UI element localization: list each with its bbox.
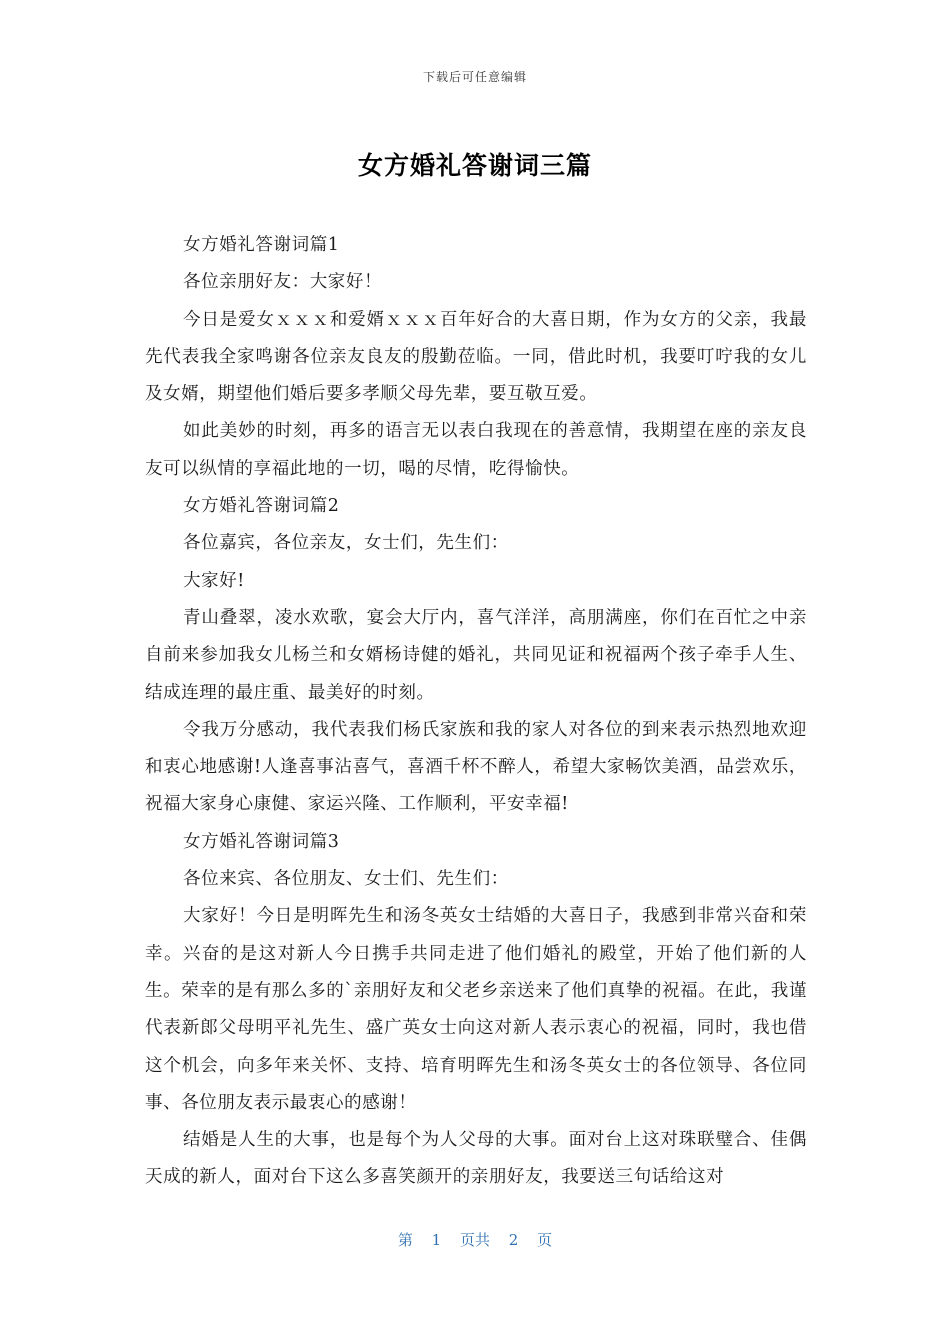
footer-current-page: 1	[431, 1231, 442, 1249]
paragraph-salutation-3: 各位来宾、各位朋友、女士们、先生们：	[183, 869, 509, 890]
paragraph: 大家好！今日是明晖先生和汤冬英女士结婚的大喜日子，我感到非常兴奋和荣幸。兴奋的是这对新人今日携手共同走进了他们婚礼的殿堂，开始了他们新的人生。荣幸的是有那么多的`亲朋好友和父老乡亲送来了他们真挚的祝福。在此，我谨代表新郎父母明平礼先生、盛广英女士向这对新人表示衷心的祝福，同时，我也借这个机会，向多年来关怀、支持、培育明晖先生和汤冬英女士的各位领导、各位同事、各位朋友表示最衷心的感谢！	[145, 906, 807, 1113]
footer-prefix: 第	[397, 1231, 413, 1249]
paragraph-greeting-1: 各位亲朋好友：大家好！	[183, 272, 383, 293]
paragraph-greeting-2: 大家好!	[183, 570, 245, 591]
paragraph: 青山叠翠，凌水欢歌，宴会大厅内，喜气洋洋，高朋满座，你们在百忙之中亲自前来参加我女儿杨兰和女婿杨诗健的婚礼，共同见证和祝福两个孩子牵手人生、结成连理的最庄重、最美好的时刻。	[145, 607, 807, 703]
paragraph: 如此美妙的时刻，再多的语言无以表白我现在的善意情，我期望在座的亲友良友可以纵情的享福此地的一切，喝的尽情，吃得愉快。	[145, 421, 807, 479]
footer-total-pages: 2	[508, 1231, 519, 1249]
paragraph: 结婚是人生的大事，也是每个为人父母的大事。面对台上这对珠联璧合、佳偶天成的新人，面对台下这么多喜笑颜开的亲朋好友，我要送三句话给这对	[145, 1130, 807, 1188]
section-heading-3: 女方婚礼答谢词篇3	[183, 831, 340, 852]
paragraph: 令我万分感动，我代表我们杨氏家族和我的家人对各位的到来表示热烈地欢迎和衷心地感谢!人逢喜事沾喜气，喜酒千杯不醉人，希望大家畅饮美酒，品尝欢乐，祝福大家身心康健、家运兴隆、工作顺利，平安幸福!	[145, 719, 807, 815]
footer-suffix: 页	[537, 1231, 553, 1249]
document-title: 女方婚礼答谢词三篇	[357, 151, 592, 180]
header-note: 下载后可任意编辑	[422, 70, 527, 84]
paragraph-salutation-2: 各位嘉宾，各位亲友，女士们，先生们：	[183, 533, 509, 554]
section-heading-2: 女方婚礼答谢词篇2	[183, 496, 340, 517]
page-footer	[0, 1229, 950, 1250]
document-body	[145, 227, 807, 1197]
footer-middle: 页共	[459, 1231, 490, 1249]
paragraph: 今日是爱女ｘｘｘ和爱婿ｘｘｘ百年好合的大喜日期，作为女方的父亲，我最先代表我全家鸣谢各位亲友良友的殷勤莅临。一同，借此时机，我要叮咛我的女儿及女婿，期望他们婚后要多孝顺父母先辈，要互敬互爱。	[145, 309, 807, 405]
section-heading-1: 女方婚礼答谢词篇1	[183, 235, 340, 255]
